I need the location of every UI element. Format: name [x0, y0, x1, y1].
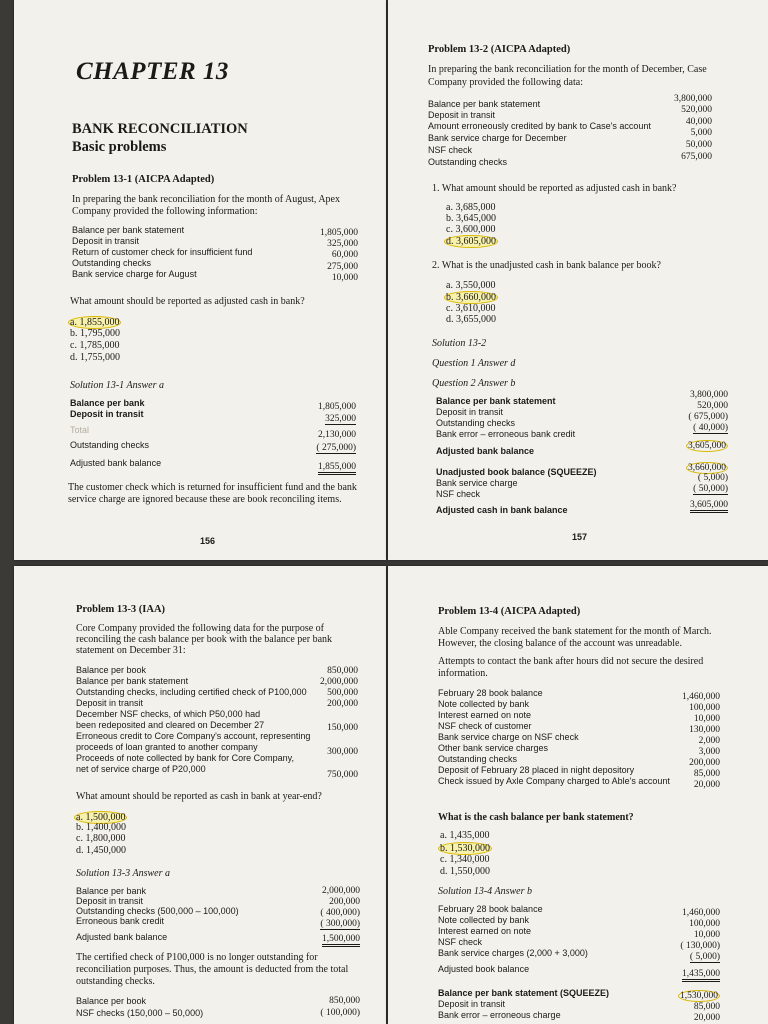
sol-label: Adjusted cash in bank balance [436, 505, 568, 515]
selected-answer-mark: d. 3,605,000 [446, 236, 496, 247]
data-value: 275,000 [327, 262, 358, 272]
data-label: Check issued by Axle Company charged to Able's account [438, 776, 670, 786]
data-label: Deposit in transit [76, 698, 144, 708]
data-label: December NSF checks, of which P50,000 had [76, 709, 261, 719]
sol-value: 85,000 [693, 1002, 720, 1012]
data-value: 40,000 [685, 117, 712, 127]
data-label: NSF check of customer [438, 721, 532, 731]
sol-value: ( 300,000) [320, 919, 360, 929]
problem-intro: However, the closing balance of the account was unreadable. [438, 638, 682, 649]
data-value: 520,000 [681, 105, 712, 115]
data-value: 200,000 [689, 758, 720, 768]
sol-value: 100,000 [689, 919, 720, 929]
sol-value: 1,530,000 [680, 991, 718, 1001]
page-number: 157 [572, 532, 588, 542]
data-label: Other bank service charges [438, 743, 549, 753]
page-problem-13-3 [14, 566, 386, 1024]
data-label: Deposit in transit [428, 110, 496, 120]
sol-label: Outstanding checks (500,000 – 100,000) [76, 906, 239, 916]
solution-title: Solution 13-1 Answer a [70, 380, 164, 391]
sol-label: Adjusted bank balance [436, 446, 535, 456]
choice-d: d. 1,755,000 [70, 352, 120, 363]
sol-value: 1,500,000 [294, 934, 360, 944]
choice-b: b. 1,400,000 [76, 822, 126, 833]
sol-value: 3,605,000 [660, 500, 728, 510]
page-157 [388, 0, 768, 560]
data-label: Erroneous credit to Core Company's account, representing [76, 731, 311, 741]
data-label: Balance per bank statement [428, 99, 541, 109]
data-value: 850,000 [327, 666, 358, 676]
problem-title: Problem 13-2 (AICPA Adapted) [428, 44, 571, 55]
data-value: 200,000 [327, 699, 358, 709]
solution-title: Solution 13-3 Answer a [76, 868, 170, 879]
data-label: Outstanding checks [428, 157, 508, 167]
data-value: 5,000 [690, 128, 712, 138]
problem-title: Problem 13-1 (AICPA Adapted) [72, 174, 215, 185]
sol-label: Bank error – erroneous bank credit [436, 429, 576, 439]
choice-c: c. 3,610,000 [446, 303, 496, 314]
solution-note: service charge are ignored because these are book reconciling items. [68, 494, 342, 505]
problem-intro: information. [438, 668, 488, 679]
question-2: 2. What is the unadjusted cash in bank balance per book? [432, 260, 661, 271]
data-label: Deposit in transit [72, 236, 140, 246]
choice-d: d. 1,450,000 [76, 845, 126, 856]
sol-value: ( 5,000) [697, 473, 728, 483]
page-number: 156 [200, 536, 216, 546]
sol-label: Adjusted book balance [438, 964, 530, 974]
problem-intro: In preparing the bank reconciliation for the month of December, Case [428, 64, 707, 75]
data-value: 1,460,000 [682, 692, 720, 702]
sol-label: NSF check [436, 489, 481, 499]
sol-value: 1,855,000 [290, 462, 356, 472]
selected-answer-mark: b. 3,660,000 [446, 292, 496, 303]
sol-label: Deposit in transit [438, 999, 506, 1009]
choice-d: d. 1,550,000 [440, 866, 490, 877]
data-label: Amount erroneously credited by bank to Case's account [428, 121, 651, 131]
data-value: 130,000 [689, 725, 720, 735]
data-value: 10,000 [331, 273, 358, 283]
sol-label: Outstanding checks [436, 418, 516, 428]
sol-label: Note collected by bank [438, 915, 530, 925]
sol-value: 3,605,000 [688, 441, 726, 451]
choice-d [446, 235, 498, 248]
data-value: 1,805,000 [320, 228, 358, 238]
sol-label: NSF check [438, 937, 483, 947]
chapter-heading: CHAPTER 13 [76, 58, 229, 85]
problem-intro: statement on December 31: [76, 645, 186, 656]
answer-line: Question 2 Answer b [432, 378, 516, 389]
page-problem-13-4 [388, 566, 768, 1024]
sol-label: Balance per bank [76, 886, 147, 896]
data-value: 325,000 [327, 239, 358, 249]
sol-value: 850,000 [329, 996, 360, 1006]
sol-label: Deposit in transit [436, 407, 504, 417]
sol-value: ( 400,000) [320, 908, 360, 918]
sol-value: 20,000 [693, 1013, 720, 1023]
problem-intro: Core Company provided the following data for the purpose of [76, 623, 324, 634]
data-label: NSF check [428, 145, 473, 155]
sol-label: Balance per book [76, 996, 147, 1006]
problem-title: Problem 13-4 (AICPA Adapted) [438, 606, 581, 617]
sol-value: 3,800,000 [690, 390, 728, 400]
sol-value: 2,000,000 [322, 886, 360, 896]
sol-value: 10,000 [693, 930, 720, 940]
sol-label: Interest earned on note [438, 926, 532, 936]
data-value: 50,000 [685, 140, 712, 150]
choice-b: b. 3,645,000 [446, 213, 496, 224]
sol-label: Unadjusted book balance (SQUEEZE) [436, 467, 597, 477]
solution-note: reconciliation purposes. Thus, the amount is deducted from the total [76, 964, 349, 975]
sol-label: Erroneous bank credit [76, 916, 165, 926]
choice-c: c. 1,340,000 [440, 854, 490, 865]
sol-value: 1,435,000 [650, 969, 720, 979]
data-label: Outstanding checks, including certified check of P100,000 [76, 687, 307, 697]
problem-intro: reconciling the cash balance per book with the balance per bank [76, 634, 333, 645]
sol-value: 520,000 [697, 401, 728, 411]
question-1: 1. What amount should be reported as adjusted cash in bank? [432, 183, 677, 194]
data-value: 750,000 [327, 770, 358, 780]
sol-label: Total [70, 425, 90, 435]
data-label: Balance per bank statement [72, 225, 185, 235]
choice-c: c. 3,600,000 [446, 224, 496, 235]
sol-label: NSF checks (150,000 – 50,000) [76, 1008, 204, 1018]
solution-note: The certified check of P100,000 is no longer outstanding for [76, 952, 318, 963]
sol-value: 200,000 [329, 897, 360, 907]
choice-b: b. 1,795,000 [70, 328, 120, 339]
data-label: Deposit of February 28 placed in night depository [438, 765, 635, 775]
data-value: 60,000 [331, 250, 358, 260]
sol-label: Bank service charges (2,000 + 3,000) [438, 948, 588, 958]
sol-label: Balance per bank [70, 398, 145, 408]
solution-title: Solution 13-4 Answer b [438, 886, 532, 897]
solution-note: The customer check which is returned for insufficient fund and the bank [68, 482, 357, 493]
problem-intro: Company provided the following information: [72, 206, 258, 217]
choice-c: c. 1,800,000 [76, 833, 126, 844]
data-value: 100,000 [689, 703, 720, 713]
page-156 [14, 0, 386, 560]
answer-line: Question 1 Answer d [432, 358, 516, 369]
data-label: Outstanding checks [72, 258, 152, 268]
sol-value: ( 100,000) [320, 1008, 360, 1018]
data-label: Balance per bank statement [76, 676, 189, 686]
data-value: 300,000 [327, 747, 358, 757]
sol-label: Deposit in transit [70, 409, 144, 419]
data-value: 3,000 [698, 747, 720, 757]
data-label: Bank service charge for August [72, 269, 197, 279]
problem-intro: In preparing the bank reconciliation for the month of August, Apex [72, 194, 340, 205]
sol-value: 2,130,000 [318, 430, 356, 440]
problem-intro: Able Company received the bank statement for the month of March. [438, 626, 712, 637]
data-value: 2,000 [698, 736, 720, 746]
problem-title: Problem 13-3 (IAA) [76, 604, 166, 615]
sol-value: 1,805,000 [318, 402, 356, 412]
choice-c: c. 1,785,000 [70, 340, 120, 351]
sol-value: 325,000 [325, 414, 356, 424]
selected-answer-mark: a. 1,855,000 [70, 317, 120, 328]
sol-label: Adjusted bank balance [70, 458, 162, 468]
data-label: proceeds of loan granted to another company [76, 742, 258, 752]
sol-label: Balance per bank statement (SQUEEZE) [438, 988, 610, 998]
selected-answer-mark: a. 1,500,000 [76, 812, 126, 823]
data-value: 500,000 [327, 688, 358, 698]
data-label: Interest earned on note [438, 710, 532, 720]
data-label: Outstanding checks [438, 754, 518, 764]
question: What is the cash balance per bank statement? [438, 812, 634, 823]
sol-value: 1,460,000 [682, 908, 720, 918]
data-label: Note collected by bank [438, 699, 530, 709]
choice-a: a. 3,685,000 [446, 202, 496, 213]
data-value: 150,000 [327, 723, 358, 733]
data-label: Return of customer check for insufficient fund [72, 247, 253, 257]
data-label: Balance per book [76, 665, 147, 675]
section-title: BANK RECONCILIATION [72, 121, 248, 137]
solution-title: Solution 13-2 [432, 338, 487, 349]
sol-value: ( 50,000) [693, 484, 728, 494]
data-label: February 28 book balance [438, 688, 543, 698]
sol-label: Adjusted bank balance [76, 932, 168, 942]
sol-label: Outstanding checks [70, 440, 150, 450]
data-value: 3,800,000 [674, 94, 712, 104]
data-label: Bank service charge for December [428, 133, 567, 143]
problem-intro: Company provided the following data: [428, 77, 583, 88]
data-value: 20,000 [693, 780, 720, 790]
sol-value: ( 275,000) [316, 443, 356, 453]
data-value: 675,000 [681, 152, 712, 162]
sol-value: ( 130,000) [680, 941, 720, 951]
data-label: been redeposited and cleared on December 27 [76, 720, 265, 730]
solution-note: outstanding checks. [76, 976, 155, 987]
problem-intro: Attempts to contact the bank after hours did not secure the desired [438, 656, 704, 667]
data-value: 85,000 [693, 769, 720, 779]
data-label: net of service charge of P20,000 [76, 764, 206, 774]
data-value: 10,000 [693, 714, 720, 724]
data-label: Bank service charge on NSF check [438, 732, 579, 742]
selected-answer-mark: b. 1,530,000 [440, 843, 490, 854]
choice-d: d. 3,655,000 [446, 314, 496, 325]
sol-label: February 28 book balance [438, 904, 543, 914]
data-label: Proceeds of note collected by bank for Core Company, [76, 753, 294, 763]
sol-value: ( 675,000) [688, 412, 728, 422]
data-value: 2,000,000 [320, 677, 358, 687]
sol-value: 3,660,000 [688, 463, 726, 473]
sol-label: Balance per bank statement [436, 396, 556, 406]
sol-label: Deposit in transit [76, 896, 144, 906]
sol-label: Bank error – erroneous charge [438, 1010, 561, 1020]
section-subtitle: Basic problems [72, 139, 167, 155]
sol-value: ( 5,000) [689, 952, 720, 962]
question: What amount should be reported as adjusted cash in bank? [70, 296, 305, 307]
choice-a: a. 1,435,000 [440, 830, 490, 841]
question: What amount should be reported as cash in bank at year-end? [76, 791, 322, 802]
sol-value: ( 40,000) [693, 423, 728, 433]
choice-a: a. 3,550,000 [446, 280, 496, 291]
sol-label: Bank service charge [436, 478, 518, 488]
